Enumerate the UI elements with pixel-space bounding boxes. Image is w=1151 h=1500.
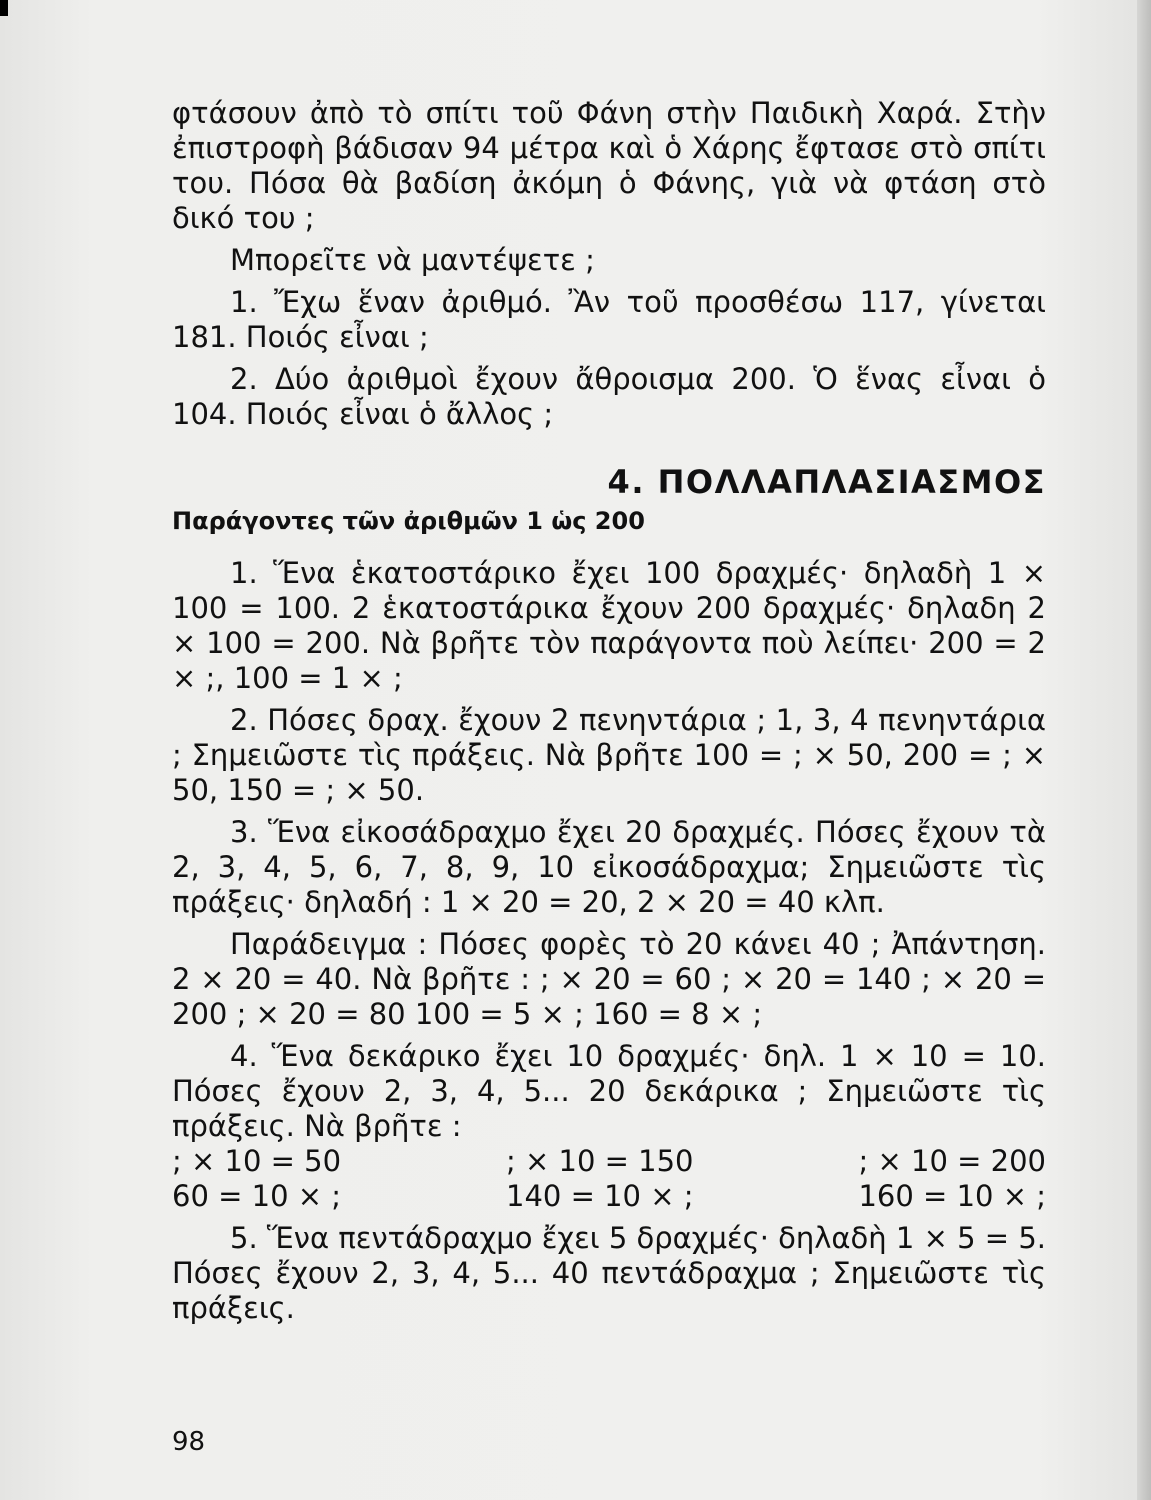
section-title: 4. ΠΟΛΛΑΠΛΑΣΙΑΣΜΟΣ bbox=[607, 463, 1046, 501]
problem-5: 5. Ἕνα πεντάδραχμο ἔχει 5 δραχμές· δηλαδὴ 1 × 5 = 5. Πόσες ἔχουν 2, 3, 4, 5... 40 πεντάδραχμα ; Σημειῶστε τὶς πράξεις. bbox=[172, 1221, 1046, 1325]
paragraph-continuation: φτάσουν ἀπὸ τὸ σπίτι τοῦ Φάνη στὴν Παιδικὴ Χαρά. Στὴν ἐπιστροφὴ βάδισαν 94 μέτρα καὶ ὁ Χάρης ἔφτασε στὸ σπίτι του. Πόσα θὰ βαδίση ἀκόμη ὁ Φάνης, γιὰ νὰ φτάση στὸ δικό του ; bbox=[172, 96, 1046, 235]
page-content bbox=[172, 96, 1046, 1326]
exercise-row-1 bbox=[172, 1144, 1046, 1179]
exercise-cell: ; × 10 = 200 bbox=[858, 1144, 1046, 1178]
problem-4: 4. Ἕνα δεκάρικο ἔχει 10 δραχμές· δηλ. 1 × 10 = 10. Πόσες ἔχουν 2, 3, 4, 5... 20 δεκάρικα ; Σημειῶστε τὶς πράξεις. Νὰ βρῆτε : bbox=[172, 1039, 1046, 1143]
paragraph-guess-1: 1. Ἔχω ἕναν ἀριθμό. Ἂν τοῦ προσθέσω 117, γίνεται 181. Ποιός εἶναι ; bbox=[172, 285, 1046, 354]
exercise-row-2 bbox=[172, 1179, 1046, 1214]
exercise-cell: 140 = 10 × ; bbox=[506, 1179, 694, 1213]
problem-2: 2. Πόσες δραχ. ἔχουν 2 πενηντάρια ; 1, 3, 4 πενηντάρια ; Σημειῶστε τὶς πράξεις. Νὰ βρῆτε 100 = ; × 50, 200 = ; × 50, 150 = ; × 50. bbox=[172, 703, 1046, 807]
section-subtitle: Παράγοντες τῶν ἀριθμῶν 1 ὡς 200 bbox=[172, 507, 645, 535]
exercise-cell: 160 = 10 × ; bbox=[858, 1179, 1046, 1213]
problem-3-example: Παράδειγμα : Πόσες φορὲς τὸ 20 κάνει 40 ; Ἀπάντηση. 2 × 20 = 40. Νὰ βρῆτε : ; × 20 = 60 ; × 20 = 140 ; × 20 = 200 ; × 20 = 80 100 = 5 × ; 160 = 8 × ; bbox=[172, 927, 1046, 1031]
problem-1: 1. Ἕνα ἑκατοστάρικο ἔχει 100 δραχμές· δηλαδὴ 1 × 100 = 100. 2 ἑκατοστάρικα ἔχουν 200 δραχμές· δηλαδη 2 × 100 = 200. Νὰ βρῆτε τὸν παράγοντα ποὺ λείπει· 200 = 2 × ;, 100 = 1 × ; bbox=[172, 556, 1046, 695]
scan-corner-mark bbox=[0, 0, 8, 16]
exercise-cell: ; × 10 = 50 bbox=[172, 1144, 342, 1178]
paragraph-guess-2: 2. Δύο ἀριθμοὶ ἔχουν ἄθροισμα 200. Ὁ ἕνας εἶναι ὁ 104. Ποιός εἶναι ὁ ἄλλος ; bbox=[172, 362, 1046, 431]
page-edge-shadow bbox=[1137, 0, 1151, 1500]
page-number: 98 bbox=[172, 1427, 206, 1457]
problem-3: 3. Ἕνα εἰκοσάδραχμο ἔχει 20 δραχμές. Πόσες ἔχουν τὰ 2, 3, 4, 5, 6, 7, 8, 9, 10 εἰκοσάδραχμα; Σημειῶστε τὶς πράξεις· δηλαδή : 1 × 20 = 20, 2 × 20 = 40 κλπ. bbox=[172, 815, 1046, 919]
exercise-cell: ; × 10 = 150 bbox=[506, 1144, 694, 1178]
paragraph-guess-intro: Μπορεῖτε νὰ μαντέψετε ; bbox=[230, 243, 595, 277]
exercise-cell: 60 = 10 × ; bbox=[172, 1179, 342, 1213]
